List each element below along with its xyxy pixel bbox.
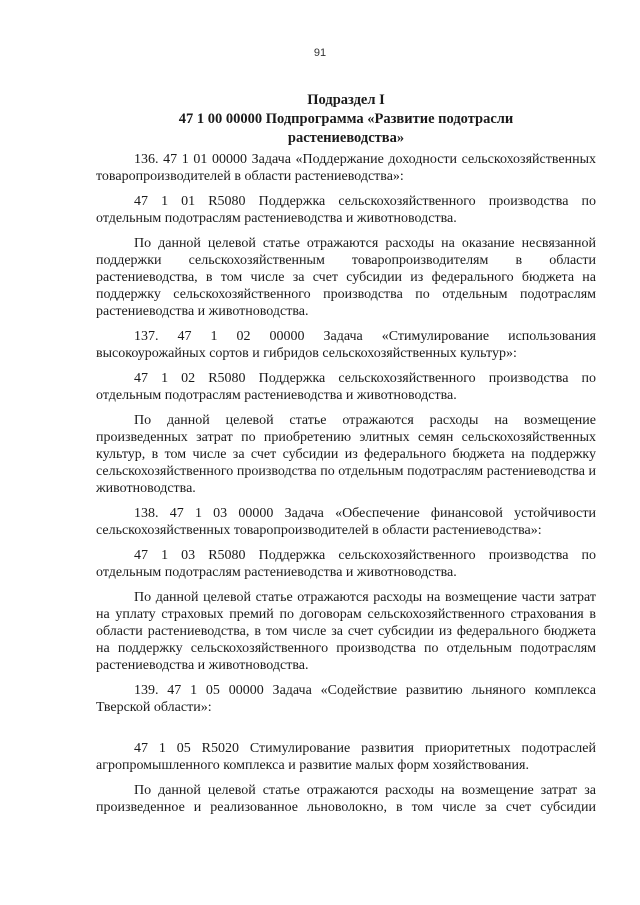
paragraph-article-47102R5080: 47 1 02 R5080 Поддержка сельскохозяйственного производства по отдельным подотраслям растениеводства и животноводства. (96, 371, 596, 403)
paragraph-task-138: 138. 47 1 03 00000 Задача «Обеспечение финансовой устойчивости сельскохозяйственных товаропроизводителей в области растениеводства»: (96, 506, 596, 538)
paragraph-description-4: По данной целевой статье отражаются расходы на возмещение затрат за произведенное и реализованное льноволокно, в том числе за счет субсидии (96, 783, 596, 815)
paragraph-article-47101R5080: 47 1 01 R5080 Поддержка сельскохозяйственного производства по отдельным подотраслям растениеводства и животноводства. (96, 194, 596, 226)
page-number: 91 (313, 47, 327, 59)
section-heading-line-3: растениеводства» (287, 130, 405, 146)
paragraph-description-1: По данной целевой статье отражаются расходы на оказание несвязанной поддержки сельскохозяйственным товаропроизводителям в области растениеводства, в том числе за счет субсидии из федерального бюджета на поддержку сельскохозяйственного производства по отдельным подотраслям растениеводства и животноводства. (96, 236, 596, 319)
section-heading-line-1: Подраздел I (307, 92, 385, 108)
paragraph-task-136: 136. 47 1 01 00000 Задача «Поддержание доходности сельскохозяйственных товаропроизводителей в области растениеводства»: (96, 152, 596, 184)
document-body (96, 151, 596, 816)
paragraph-task-137: 137. 47 1 02 00000 Задача «Стимулирование использования высокоурожайных сортов и гибридов сельскохозяйственных культур»: (96, 329, 596, 361)
paragraph-article-47105R5020: 47 1 05 R5020 Стимулирование развития приоритетных подотраслей агропромышленного комплекса и развитие малых форм хозяйствования. (96, 741, 596, 773)
section-heading (96, 91, 596, 148)
paragraph-description-2: По данной целевой статье отражаются расходы на возмещение произведенных затрат по приобретению элитных семян сельскохозяйственных культур, в том числе за счет субсидии из федерального бюджета на поддержку сельскохозяйственного производства по отдельным подотраслям растениеводства и животноводства. (96, 413, 596, 496)
paragraph-article-47103R5080: 47 1 03 R5080 Поддержка сельскохозяйственного производства по отдельным подотраслям растениеводства и животноводства. (96, 548, 596, 580)
paragraph-description-3: По данной целевой статье отражаются расходы на возмещение части затрат на уплату страховых премий по договорам сельскохозяйственного страхования в области растениеводства, в том числе за счет субсидии из федерального бюджета на поддержку сельскохозяйственного производства по отдельным подотраслям растениеводства и животноводства. (96, 590, 596, 673)
paragraph-task-139: 139. 47 1 05 00000 Задача «Содействие развитию льняного комплекса Тверской области»: (96, 683, 596, 715)
section-heading-line-2: 47 1 00 00000 Подпрограмма «Развитие подотрасли (178, 111, 514, 127)
